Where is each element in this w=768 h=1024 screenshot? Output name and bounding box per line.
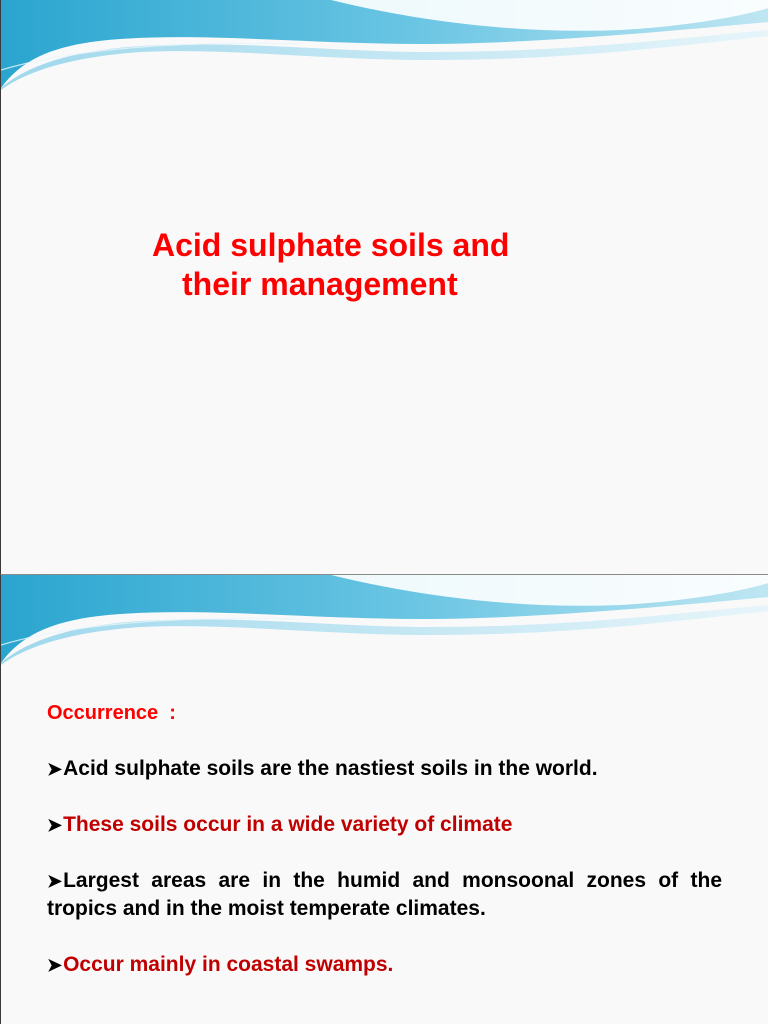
- list-item: [47, 811, 722, 839]
- slide-title-heading: [1, 226, 768, 304]
- bullet-text: Acid sulphate soils are the nastiest soils in the world.: [63, 757, 598, 780]
- bullet-text: Largest areas are in the humid and monsoonal zones of the tropics and in the moist temperate climates.: [47, 869, 722, 920]
- list-item: [47, 867, 722, 923]
- list-item: [47, 755, 722, 783]
- title-line-1: Acid sulphate soils and: [152, 227, 510, 263]
- arrow-bullet-icon: ➤: [47, 955, 63, 975]
- arrow-bullet-icon: ➤: [47, 759, 63, 779]
- bullet-list: [47, 755, 722, 1007]
- title-line-2: their management: [182, 266, 458, 302]
- slide-occurrence: [0, 574, 768, 1024]
- occurrence-heading: Occurrence :: [47, 702, 176, 724]
- list-item: [47, 951, 722, 979]
- arrow-bullet-icon: ➤: [47, 871, 63, 891]
- arrow-bullet-icon: ➤: [47, 815, 63, 835]
- bullet-text: These soils occur in a wide variety of climate: [63, 813, 513, 836]
- wave-header-decoration: [1, 575, 768, 665]
- bullet-text: Occur mainly in coastal swamps.: [63, 953, 394, 976]
- wave-header-decoration: [1, 0, 768, 90]
